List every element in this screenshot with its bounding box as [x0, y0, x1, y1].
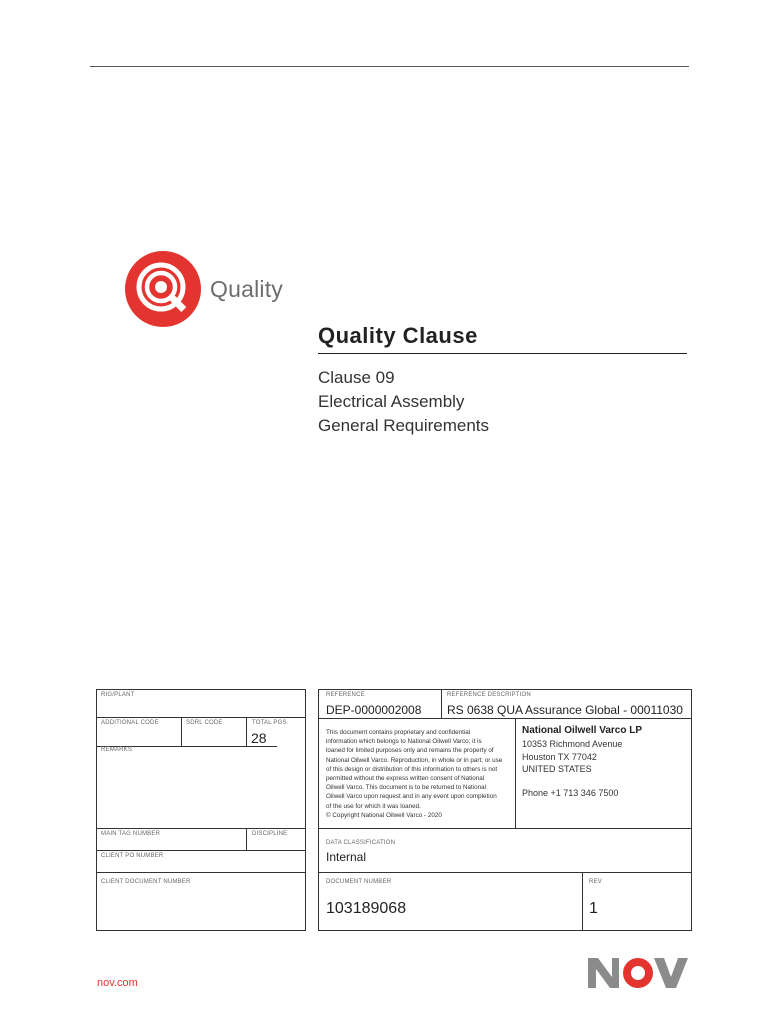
nov-logo-icon	[588, 955, 688, 991]
reference-description-value: RS 0638 QUA Assurance Global - 00011030	[447, 703, 683, 717]
subtitle-line-2: Electrical Assembly	[318, 392, 465, 411]
rev-label: REV	[589, 879, 602, 885]
data-classification-label: DATA CLASSIFICATION	[326, 840, 396, 846]
website-link[interactable]: nov.com	[97, 977, 138, 989]
total-pgs-label: TOTAL PGS	[252, 720, 287, 726]
reference-value: DEP-0000002008	[326, 703, 422, 717]
address-line-3: UNITED STATES	[522, 764, 592, 774]
logo-text: Quality	[210, 276, 283, 302]
total-pgs-value: 28	[251, 730, 267, 746]
confidentiality-notice: This document contains proprietary and confidential information which belongs to National Oilwell Varco; it is loaned for limited purposes only and remains the property of National Oilwell Varco. Reproduction, in whole or in part; or use of this design or distribution of this information to others is not permitted without the express written consent of National Oilwell Varco. This document is to be returned to National Oilwell Varco upon request and in any event upon completion of the use for which it was loaned. © Copyright National Oilwell Varco - 2020	[326, 729, 503, 819]
rev-value: 1	[589, 900, 598, 917]
data-classification-value: Internal	[326, 850, 367, 864]
document-number-value: 103189068	[326, 900, 407, 917]
phone-number: Phone +1 713 346 7500	[522, 788, 619, 798]
top-rule	[90, 66, 689, 67]
remarks-label: REMARKS	[101, 747, 133, 753]
subtitle-line-3: General Requirements	[318, 416, 490, 435]
company-name: National Oilwell Varco LP	[522, 725, 643, 736]
subtitle-line-1: Clause 09	[318, 368, 395, 387]
document-number-label: DOCUMENT NUMBER	[326, 879, 392, 885]
address-line-1: 10353 Richmond Avenue	[522, 739, 623, 749]
sdrl-code-label: SDRL CODE	[186, 720, 223, 726]
client-po-label: CLIENT PO NUMBER	[101, 853, 164, 859]
additional-code-label: ADDITIONAL CODE	[101, 720, 159, 726]
document-title: Quality Clause	[318, 323, 478, 348]
discipline-label: DISCIPLINE	[252, 831, 288, 837]
rig-plant-label: RIG/PLANT	[101, 692, 135, 698]
reference-label: REFERENCE	[326, 692, 365, 698]
title-rule	[318, 353, 687, 354]
quality-logo-icon	[125, 251, 201, 327]
main-tag-label: MAIN TAG NUMBER	[101, 831, 161, 837]
address-line-2: Houston TX 77042	[522, 752, 597, 762]
client-doc-label: CLIENT DOCUMENT NUMBER	[101, 879, 191, 885]
reference-description-label: REFERENCE DESCRIPTION	[447, 692, 531, 698]
